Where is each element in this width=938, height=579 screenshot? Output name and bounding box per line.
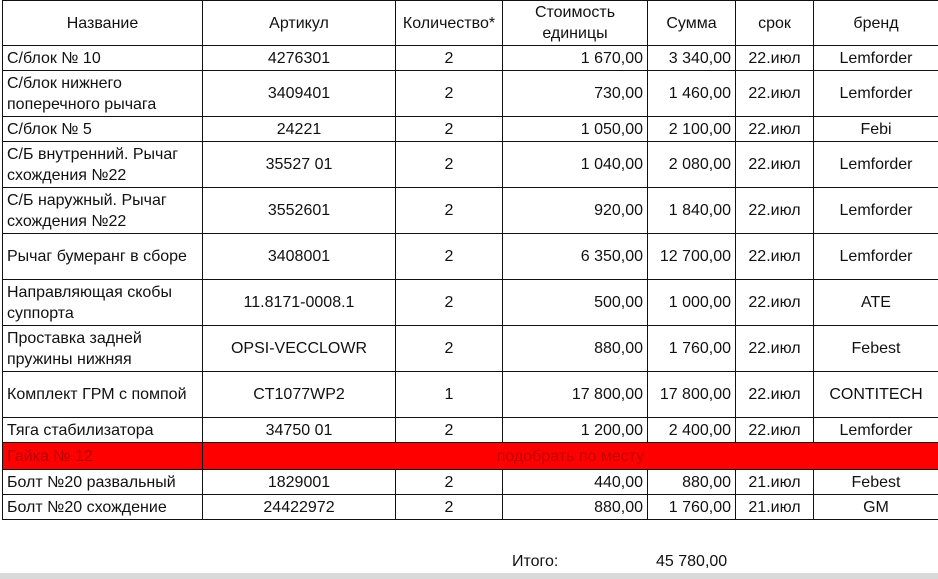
cell-sum: 880,00 <box>648 470 736 495</box>
table-row <box>3 46 938 71</box>
header-term: срок <box>736 1 814 46</box>
cell-name: С/блок № 5 <box>3 117 203 142</box>
cell-term: 22.июл <box>736 71 814 117</box>
header-article: Артикул <box>203 1 396 46</box>
cell-price: 1 050,00 <box>503 117 648 142</box>
cell-brand: Febi <box>814 117 938 142</box>
cell-article: OPSI-VECCLOWR <box>203 326 396 372</box>
cell-article: 24422972 <box>203 495 396 520</box>
cell-qty: 2 <box>396 117 503 142</box>
table-row <box>3 234 938 280</box>
table-row <box>3 188 938 234</box>
cell-brand: CONTITECH <box>814 372 938 418</box>
header-name: Название <box>3 1 203 46</box>
cell-name: Гайка № 12 <box>3 443 203 470</box>
cell-brand: ATE <box>814 280 938 326</box>
cell-article: 4276301 <box>203 46 396 71</box>
cell-sum: 1 840,00 <box>648 188 736 234</box>
cell-name: С/Б внутренний. Рычаг схождения №22 <box>3 142 203 188</box>
table-row <box>3 495 938 520</box>
parts-table <box>2 0 938 520</box>
cell-article: 3408001 <box>203 234 396 280</box>
cell-term: 21.июл <box>736 470 814 495</box>
cell-brand: Febest <box>814 470 938 495</box>
cell-term: 22.июл <box>736 372 814 418</box>
cell-price: 500,00 <box>503 280 648 326</box>
cell-article: 3409401 <box>203 71 396 117</box>
header-sum: Сумма <box>648 1 736 46</box>
cell-article: 34750 01 <box>203 418 396 443</box>
cell-name: С/блок нижнего поперечного рычага <box>3 71 203 117</box>
cell-price: 880,00 <box>503 495 648 520</box>
cell-qty: 2 <box>396 495 503 520</box>
table-row <box>3 71 938 117</box>
cell-qty: 2 <box>396 188 503 234</box>
cell-price: 730,00 <box>503 71 648 117</box>
highlighted-row <box>3 443 938 470</box>
cell-name: Комплект ГРМ с помпой <box>3 372 203 418</box>
cell-sum: 1 460,00 <box>648 71 736 117</box>
cell-sum: 12 700,00 <box>648 234 736 280</box>
header-brand: бренд <box>814 1 938 46</box>
cell-brand: Lemforder <box>814 418 938 443</box>
cell-brand: Febest <box>814 326 938 372</box>
cell-name: Болт №20 развальный <box>3 470 203 495</box>
cell-price: 1 040,00 <box>503 142 648 188</box>
cell-qty: 2 <box>396 234 503 280</box>
table-row <box>3 142 938 188</box>
cell-brand: Lemforder <box>814 142 938 188</box>
cell-qty: 2 <box>396 142 503 188</box>
cell-term: 22.июл <box>736 234 814 280</box>
cell-term: 21.июл <box>736 495 814 520</box>
cell-term: 22.июл <box>736 117 814 142</box>
cell-brand: Lemforder <box>814 188 938 234</box>
cell-price: 17 800,00 <box>503 372 648 418</box>
table-row <box>3 326 938 372</box>
cell-article: 1829001 <box>203 470 396 495</box>
cell-term: 22.июл <box>736 326 814 372</box>
cell-name: С/Б наружный. Рычаг схождения №22 <box>3 188 203 234</box>
cell-name: Проставка задней пружины нижняя <box>3 326 203 372</box>
cell-name: Болт №20 схождение <box>3 495 203 520</box>
cell-brand: Lemforder <box>814 234 938 280</box>
cell-sum: 3 340,00 <box>648 46 736 71</box>
cell-article: 3552601 <box>203 188 396 234</box>
cell-sum: 2 080,00 <box>648 142 736 188</box>
cell-term: 22.июл <box>736 142 814 188</box>
cell-term: 22.июл <box>736 188 814 234</box>
cell-sum: 2 400,00 <box>648 418 736 443</box>
cell-qty: 2 <box>396 46 503 71</box>
cell-article: CT1077WP2 <box>203 372 396 418</box>
cell-name: Рычаг бумеранг в сборе <box>3 234 203 280</box>
table-row <box>3 372 938 418</box>
cell-name: Тяга стабилизатора <box>3 418 203 443</box>
total-label: Итого: <box>512 553 559 570</box>
cell-sum: 1 000,00 <box>648 280 736 326</box>
cell-price: 880,00 <box>503 326 648 372</box>
cell-price: 1 200,00 <box>503 418 648 443</box>
table-row <box>3 117 938 142</box>
bottom-edge <box>0 573 938 579</box>
cell-brand: Lemforder <box>814 46 938 71</box>
cell-qty: 2 <box>396 470 503 495</box>
cell-term: 22.июл <box>736 46 814 71</box>
header-row <box>3 1 938 46</box>
cell-price: 1 670,00 <box>503 46 648 71</box>
cell-price: 920,00 <box>503 188 648 234</box>
cell-price: 440,00 <box>503 470 648 495</box>
cell-price: 6 350,00 <box>503 234 648 280</box>
total-value: 45 780,00 <box>656 553 728 570</box>
cell-article: 24221 <box>203 117 396 142</box>
cell-article: 35527 01 <box>203 142 396 188</box>
cell-qty: 2 <box>396 280 503 326</box>
cell-qty: 2 <box>396 326 503 372</box>
cell-qty: 2 <box>396 71 503 117</box>
cell-brand: Lemforder <box>814 71 938 117</box>
header-price: Стоимость единицы <box>503 1 648 46</box>
header-qty: Количество* <box>396 1 503 46</box>
cell-name: Направляющая скобы суппорта <box>3 280 203 326</box>
cell-sum: 1 760,00 <box>648 326 736 372</box>
cell-sum: 17 800,00 <box>648 372 736 418</box>
table-row <box>3 418 938 443</box>
cell-note: подобрать по месту <box>203 443 938 470</box>
cell-sum: 2 100,00 <box>648 117 736 142</box>
table-row <box>3 470 938 495</box>
cell-term: 22.июл <box>736 280 814 326</box>
cell-qty: 2 <box>396 418 503 443</box>
cell-name: С/блок № 10 <box>3 46 203 71</box>
cell-article: 11.8171-0008.1 <box>203 280 396 326</box>
cell-brand: GM <box>814 495 938 520</box>
cell-term: 22.июл <box>736 418 814 443</box>
table-row <box>3 280 938 326</box>
cell-sum: 1 760,00 <box>648 495 736 520</box>
cell-qty: 1 <box>396 372 503 418</box>
